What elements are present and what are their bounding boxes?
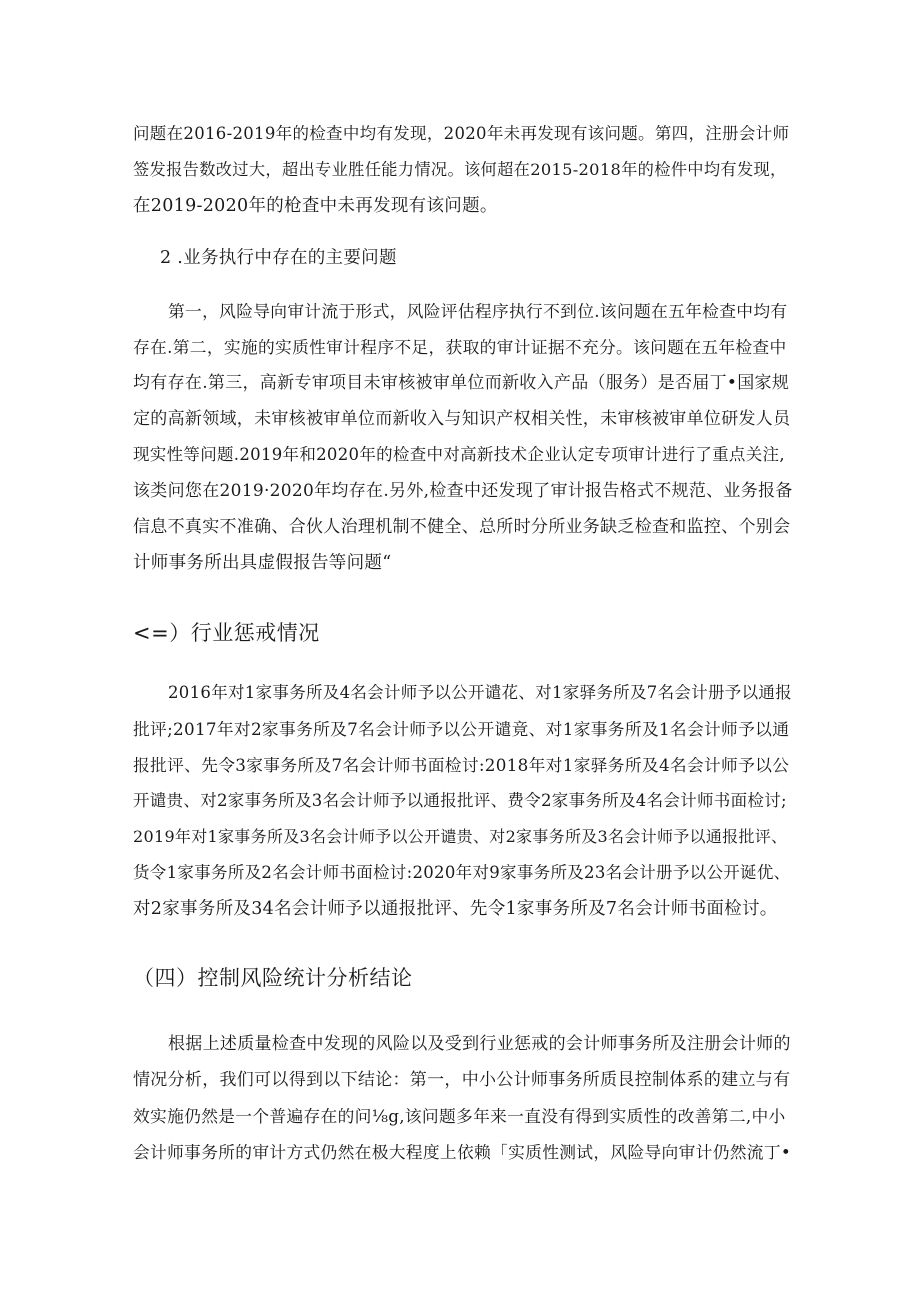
paragraph-1 (133, 116, 793, 224)
paragraph-4 (133, 1026, 793, 1170)
paragraph-line: 均有存在.第三，高新专审项目未审核被审单位而新收入产品（服务）是否届丁•国家规 (133, 373, 790, 393)
paragraph-line: 问题在2016-2019年的检查中均有发现，2020年未再发现有该问题。第四，注册会计师 (133, 124, 790, 143)
paragraph-line: 在2019-2020年的枪査中未再发现有该问题。 (133, 196, 498, 216)
paragraph-line: 2019年对1家事务所及3名会计师予以公开谴贵、对2家事务所及3名会计师予以通报批评、 (133, 827, 788, 846)
paragraph-line: 签发报告数改过大，超出专业胜任能力情况。该何超在2015-2018年的检件中均有发现， (133, 160, 787, 179)
paragraph-line: 存在.第二，实施的实质性审计程序不足，获取的审计证据不充分。该问题在五年检查中 (133, 337, 787, 357)
paragraph-line: 第一，风险导向审计流于形式，风险评估程序执行不到位.该问题在五年检查中均有 (168, 301, 788, 321)
paragraph-line: 货令1家事务所及2名会计师书面检讨:2020年对9家事务所及23名会计册予以公开诞优、 (133, 863, 791, 882)
paragraph-line: 定的高新领域，未审核被审单位而新收入与知识产权相关性，未审核被审单位研发人员 (133, 409, 791, 429)
paragraph-line: 效实施仍然是一个普遍存在的问⅛g,该问题多年来一直没有得到实质性的改善第二,中小 (133, 1106, 786, 1126)
paragraph-line: 报批评、先令3家事务所及7名会计师书面检讨:2018年对1家驿务所及4名会计师予以公 (133, 755, 790, 775)
paragraph-2 (133, 293, 793, 581)
paragraph-line: 现实性等问题.2019年和2020年的检查中对高新技术企业认定专项审计进行了重点关注, (133, 445, 785, 464)
paragraph-line: 计师事务所出具虚假报告等问题“ (133, 553, 392, 573)
paragraph-line: 情况分析，我们可以得到以下结论：第一，中小公计师事务所质艮控制体系的建立与有 (133, 1070, 791, 1090)
section-heading-4: （四）控制风险统计分析结论 (133, 966, 413, 990)
paragraph-line: 该类问您在2019·2020年均存在.另外,检查中还发现了审计报告格式不规范、业务报备 (133, 481, 793, 501)
section-heading-3: <=）行业惩戒情况 (133, 621, 320, 645)
paragraph-line: 2016年对1家事务所及4名会计师予以公开谴花、对1家驿务所及7名会计册予以通报 (168, 683, 792, 702)
section-2-title: 2 .业务执行中存在的主要问题 (160, 248, 397, 268)
paragraph-3 (133, 675, 793, 927)
paragraph-line: 批评;2017年对2家事务所及7名会计师予以公开谴竟、对1家事务所及1名会计师予以通 (133, 719, 790, 739)
paragraph-line: 信息不真实不准确、合伙人治理机制不健全、总所时分所业务缺乏检查和监控、个别会 (133, 517, 791, 537)
paragraph-line: 开谴贵、对2家事务所及3名会计师予以通报批评、费令2家事务所及4名会计师书面检讨; (133, 791, 787, 810)
paragraph-line: 对2家事务所及34名会计师予以通报批评、先令1家事务所及7名会计师书面检讨。 (133, 899, 778, 919)
paragraph-line: 会计师事务所的审计方式仍然在极大程度上依赖「实质性测试，风险导向审计仍然流丁• (133, 1142, 792, 1162)
paragraph-line: 根据上述质量检查中发现的风险以及受到行业惩戒的会计师事务所及注册会计师的 (168, 1034, 791, 1054)
